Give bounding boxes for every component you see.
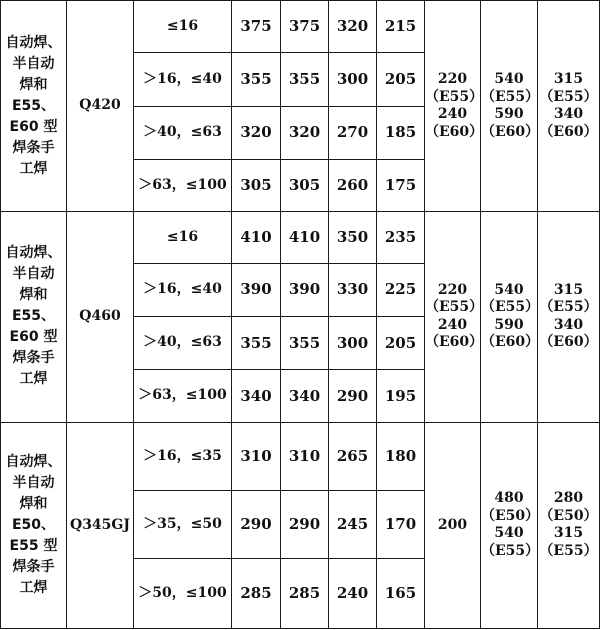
thickness-cell: ＞50，≤100: [134, 559, 232, 629]
value-cell: 350: [329, 212, 377, 263]
value-cell: 300: [329, 316, 377, 369]
value-cell: 340: [281, 370, 329, 422]
value-cell: 215: [377, 1, 425, 53]
thickness-cell: ＞35，≤50: [134, 491, 232, 559]
value-cell: 265: [329, 422, 377, 490]
value-cell: 245: [329, 491, 377, 559]
thickness-cell: ＞16，≤35: [134, 422, 232, 490]
value-cell: 305: [232, 159, 281, 211]
value-cell: 195: [377, 370, 425, 422]
strength-cell: 540 （E55） 590 （E60）: [481, 1, 538, 212]
value-cell: 355: [281, 53, 329, 106]
value-cell: 290: [329, 370, 377, 422]
thickness-cell: ＞40，≤63: [134, 316, 232, 369]
value-cell: 410: [281, 212, 329, 263]
value-cell: 180: [377, 422, 425, 490]
value-cell: 185: [377, 106, 425, 159]
strength-cell: 220 （E55） 240 （E60）: [425, 212, 481, 422]
thickness-cell: ＞16，≤40: [134, 263, 232, 316]
value-cell: 310: [281, 422, 329, 490]
value-cell: 355: [232, 316, 281, 369]
value-cell: 305: [281, 159, 329, 211]
value-cell: 285: [232, 559, 281, 629]
value-cell: 375: [232, 1, 281, 53]
thickness-cell: ≤16: [134, 1, 232, 53]
value-cell: 165: [377, 559, 425, 629]
strength-cell: 480 （E50） 540 （E55）: [481, 422, 538, 628]
value-cell: 310: [232, 422, 281, 490]
value-cell: 300: [329, 53, 377, 106]
value-cell: 290: [281, 491, 329, 559]
value-cell: 225: [377, 263, 425, 316]
value-cell: 375: [281, 1, 329, 53]
value-cell: 175: [377, 159, 425, 211]
value-cell: 355: [281, 316, 329, 369]
thickness-cell: ≤16: [134, 212, 232, 263]
table-row: [1, 212, 600, 263]
thickness-cell: ＞63，≤100: [134, 159, 232, 211]
strength-cell: 315 （E55） 340 （E60）: [538, 212, 600, 422]
value-cell: 390: [281, 263, 329, 316]
thickness-cell: ＞40，≤63: [134, 106, 232, 159]
strength-cell: 315 （E55） 340 （E60）: [538, 1, 600, 212]
value-cell: 320: [281, 106, 329, 159]
value-cell: 340: [232, 370, 281, 422]
strength-cell: 540 （E55） 590 （E60）: [481, 212, 538, 422]
value-cell: 355: [232, 53, 281, 106]
steel-grade-cell: Q420: [67, 1, 134, 212]
value-cell: 235: [377, 212, 425, 263]
value-cell: 205: [377, 53, 425, 106]
weld-method-cell: 自动焊、 半自动 焊和 E55、 E60 型 焊条手 工焊: [1, 212, 67, 422]
value-cell: 240: [329, 559, 377, 629]
steel-grade-cell: Q460: [67, 212, 134, 422]
table-row: [1, 422, 600, 490]
value-cell: 320: [329, 1, 377, 53]
value-cell: 285: [281, 559, 329, 629]
value-cell: 320: [232, 106, 281, 159]
thickness-cell: ＞63，≤100: [134, 370, 232, 422]
value-cell: 390: [232, 263, 281, 316]
value-cell: 330: [329, 263, 377, 316]
value-cell: 270: [329, 106, 377, 159]
thickness-cell: ＞16，≤40: [134, 53, 232, 106]
strength-cell: 280 （E50） 315 （E55）: [538, 422, 600, 628]
value-cell: 260: [329, 159, 377, 211]
strength-cell: 220 （E55） 240 （E60）: [425, 1, 481, 212]
strength-cell: 200: [425, 422, 481, 628]
steel-grade-cell: Q345GJ: [67, 422, 134, 628]
weld-method-cell: 自动焊、 半自动 焊和 E50、 E55 型 焊条手 工焊: [1, 422, 67, 628]
value-cell: 410: [232, 212, 281, 263]
table-row: [1, 1, 600, 53]
weld-method-cell: 自动焊、 半自动 焊和 E55、 E60 型 焊条手 工焊: [1, 1, 67, 212]
value-cell: 205: [377, 316, 425, 369]
value-cell: 290: [232, 491, 281, 559]
value-cell: 170: [377, 491, 425, 559]
